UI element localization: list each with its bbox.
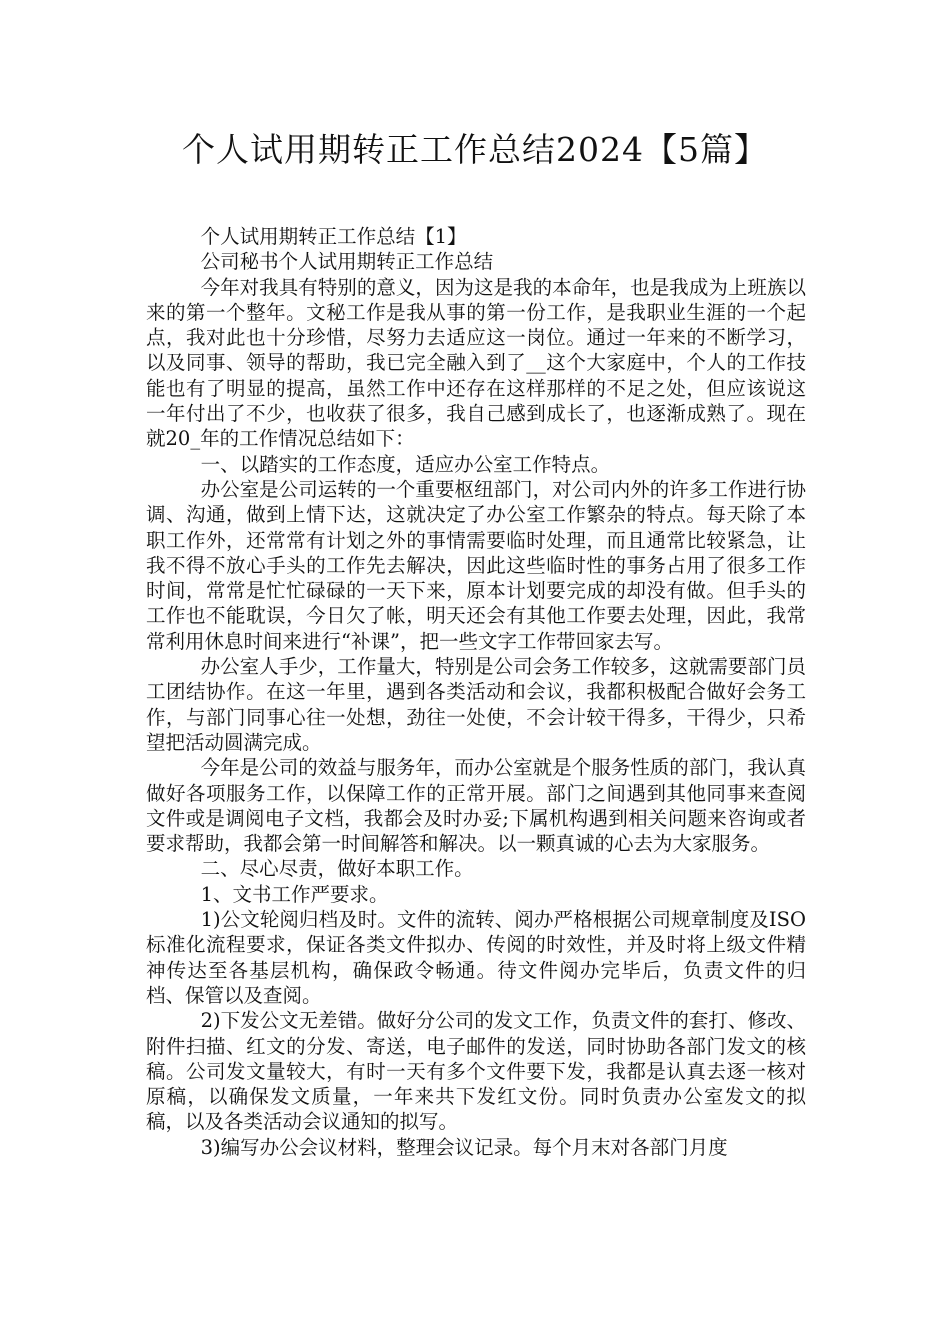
paragraph: 2)下发公文无差错。做好分公司的发文工作，负责文件的套打、修改、附件扫描、红文的分发、寄送，电子邮件的发送，同时协助各部门发文的核稿。公司发文量较大，有时一天有多个文件要下发，我都是认真去逐一核对原稿，以确保发文质量，一年来共下发红文份。同时负责办公室发文的拟稿，以及各类活动会议通知的拟写。 <box>146 1009 806 1134</box>
paragraph: 今年对我具有特别的意义，因为这是我的本命年，也是我成为上班族以来的第一个整年。文秘工作是我从事的第一份工作，是我职业生涯的一个起点，我对此也十分珍惜，尽努力去适应这一岗位。通过一年来的不断学习，以及同事、领导的帮助，我已完全融入到了__这个大家庭中，个人的工作技能也有了明显的提高，虽然工作中还存在这样那样的不足之处，但应该说这一年付出了不少，也收获了很多，我自己感到成长了，也逐渐成熟了。现在就20_年的工作情况总结如下： <box>146 275 806 451</box>
document-title: 个人试用期转正工作总结2024【5篇】 <box>182 130 768 169</box>
paragraph: 3)编写办公会议材料，整理会议记录。每个月末对各部门月度 <box>200 1135 728 1159</box>
section-heading: 个人试用期转正工作总结【1】 <box>200 225 467 248</box>
paragraph: 1)公文轮阅归档及时。文件的流转、阅办严格根据公司规章制度及ISO标准化流程要求，保证各类文件拟办、传阅的时效性，并及时将上级文件精神传达至各基层机构，确保政令畅通。待文件阅办完毕后，负责文件的归档、保管以及查阅。 <box>146 908 806 1007</box>
section-heading: 二、尽心尽责，做好本职工作。 <box>200 857 474 881</box>
document-body <box>146 224 806 1160</box>
subsection-heading: 1、文书工作严要求。 <box>200 882 389 906</box>
section-heading: 一、以踏实的工作态度，适应办公室工作特点。 <box>200 452 611 476</box>
paragraph: 今年是公司的效益与服务年，而办公室就是个服务性质的部门，我认真做好各项服务工作，以保障工作的正常开展。部门之间遇到其他同事来查阅文件或是调阅电子文档，我都会及时办妥;下属机构遇到相关问题来咨询或者要求帮助，我都会第一时间解答和解决。以一颗真诚的心去为大家服务。 <box>146 756 806 856</box>
paragraph: 办公室是公司运转的一个重要枢纽部门，对公司内外的许多工作进行协调、沟通，做到上情下达，这就决定了办公室工作繁杂的特点。每天除了本职工作外，还常常有计划之外的事情需要临时处理，而且通常比较紧急，让我不得不放心手头的工作先去解决，因此这些临时性的事务占用了很多工作时间，常常是忙忙碌碌的一天下来，原本计划要完成的却没有做。但手头的工作也不能耽误，今日欠了帐，明天还会有其他工作要去处理，因此，我常常利用休息时间来进行“补课”，把一些文字工作带回家去写。 <box>146 477 806 653</box>
subtitle: 公司秘书个人试用期转正工作总结 <box>200 250 494 274</box>
paragraph: 办公室人手少，工作量大，特别是公司会务工作较多，这就需要部门员工团结协作。在这一年里，遇到各类活动和会议，我都积极配合做好会务工作，与部门同事心往一处想，劲往一处使，不会计较干得多，干得少，只希望把活动圆满完成。 <box>146 655 806 754</box>
